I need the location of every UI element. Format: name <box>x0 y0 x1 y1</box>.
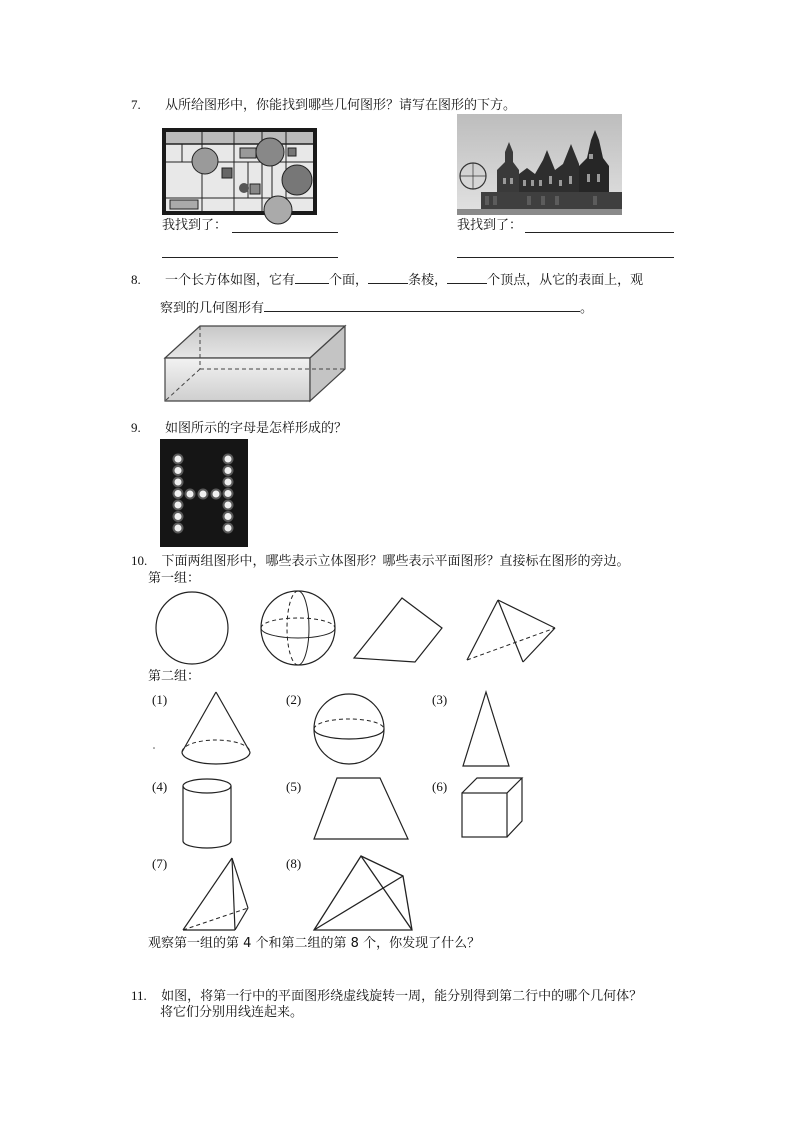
trapezoid-shape <box>314 778 408 839</box>
light-bulb <box>225 502 232 509</box>
light-bulb <box>225 467 232 474</box>
q8-stem-line1 <box>131 270 643 289</box>
q11-line2: 将它们分别用线连起来。 <box>160 1005 304 1020</box>
q11-stem-line2 <box>160 1005 303 1021</box>
light-bulb <box>187 491 194 498</box>
item-label-3: (3) <box>432 692 448 707</box>
light-bulb <box>200 491 207 498</box>
shapes-blank[interactable] <box>264 298 580 312</box>
q7-number: 7. <box>131 97 141 112</box>
quadrilateral-shape <box>354 598 442 662</box>
item-label-5: (5) <box>286 779 302 794</box>
q8-line2: 察到的几何图形有 <box>160 301 265 316</box>
group1-label <box>148 571 200 587</box>
group1-figures <box>150 590 570 670</box>
light-bulb <box>175 479 182 486</box>
answer-line-left-1[interactable] <box>232 232 338 233</box>
q11-number: 11. <box>131 988 147 1003</box>
q8-end: 。 <box>580 301 594 316</box>
found-label-right: 我找到了： <box>457 218 523 233</box>
q10-stem <box>131 553 630 570</box>
light-bulb <box>175 513 182 520</box>
q11-stem-line1 <box>131 988 642 1005</box>
group2-figures <box>150 686 550 936</box>
found-label-left: 我找到了： <box>162 218 228 233</box>
q7-found-right <box>457 218 522 234</box>
q8-part2: 个面， <box>329 273 369 288</box>
group2-label <box>148 669 200 685</box>
light-bulb <box>175 456 182 463</box>
item-label-7: (7) <box>152 856 168 871</box>
tetrahedron-shape <box>467 600 555 662</box>
q10-question: 观察第一组的第 4 个和第二组的第 8 个，你发现了什么？ <box>148 936 481 951</box>
item-label-2: (2) <box>286 692 302 707</box>
light-bulb <box>225 490 232 497</box>
light-bulb <box>175 525 182 532</box>
q11-line1: 如图，将第一行中的平面图形绕虚线旋转一周，能分别得到第二行中的哪个几何体？ <box>161 989 643 1004</box>
cone-shape <box>182 692 250 764</box>
edges-blank[interactable] <box>368 270 408 284</box>
cylinder-shape <box>183 779 231 848</box>
faces-blank[interactable] <box>295 270 329 284</box>
vertices-blank[interactable] <box>447 270 487 284</box>
q9-number: 9. <box>131 420 141 435</box>
q10-observation <box>148 936 480 952</box>
q8-part1: 一个长方体如图，它有 <box>165 273 296 288</box>
item-label-4: (4) <box>152 779 168 794</box>
group1-text: 第一组： <box>148 571 201 586</box>
q7-stem <box>131 97 516 114</box>
sphere-shape-2 <box>314 694 384 764</box>
light-bulb <box>225 456 232 463</box>
q10-number: 10. <box>131 553 148 568</box>
light-bulb <box>175 490 182 497</box>
light-bulb <box>225 513 232 520</box>
q9-stem <box>131 420 347 437</box>
light-bulb <box>225 525 232 532</box>
q9-text: 如图所示的字母是怎样形成的？ <box>165 421 348 436</box>
letter-h-photo <box>160 439 248 547</box>
item-label-1: (1) <box>152 692 168 707</box>
light-bulb <box>175 467 182 474</box>
pyramid-shape <box>183 858 248 930</box>
item-label-8: (8) <box>286 856 302 871</box>
answer-line-left-2[interactable] <box>162 257 338 258</box>
castle-photo <box>457 114 622 215</box>
q8-number: 8. <box>131 272 141 287</box>
light-bulb <box>225 479 232 486</box>
light-bulb <box>175 502 182 509</box>
group2-text: 第二组： <box>148 669 201 684</box>
cube-shape <box>462 778 522 837</box>
q8-part3: 条棱， <box>408 273 448 288</box>
answer-line-right-2[interactable] <box>457 257 674 258</box>
answer-line-right-1[interactable] <box>525 232 674 233</box>
q8-part4: 个顶点，从它的表面上，观 <box>487 273 644 288</box>
q7-found-left <box>162 218 227 234</box>
q7-text: 从所给图形中，你能找到哪些几何图形？请写在图形的下方。 <box>165 98 517 113</box>
q8-stem-line2 <box>160 298 593 317</box>
cuboid-figure <box>160 322 350 406</box>
sphere-shape <box>261 591 335 665</box>
item-label-6: (6) <box>432 779 448 794</box>
light-bulb <box>213 491 220 498</box>
circle-shape <box>156 592 228 664</box>
triangle-shape <box>463 692 509 766</box>
quad-diagonals-shape <box>314 856 412 930</box>
q10-text: 下面两组图形中，哪些表示立体图形？哪些表示平面图形？直接标在图形的旁边。 <box>161 554 630 569</box>
stained-glass-image <box>162 128 317 215</box>
